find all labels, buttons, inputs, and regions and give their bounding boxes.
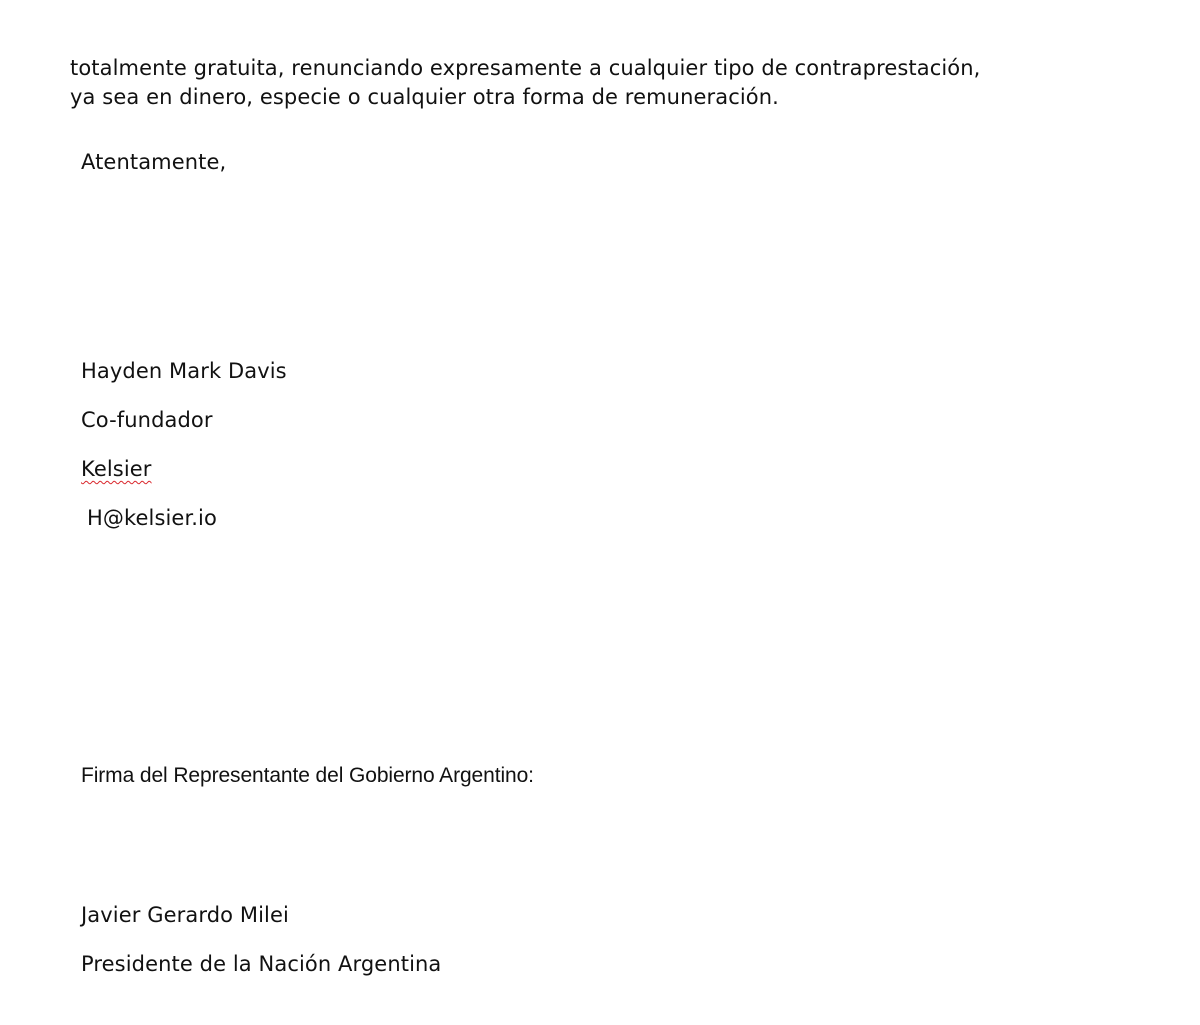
- body-text-line-2: ya sea en dinero, especie o cualquier otra forma de remuneración.: [70, 85, 779, 109]
- signatory-company: [81, 455, 152, 483]
- signatory-role: Co-fundador: [81, 408, 213, 432]
- signatory-name: Hayden Mark Davis: [81, 359, 287, 383]
- government-signatory-name: Javier Gerardo Milei: [81, 903, 289, 927]
- signatory-email: H@kelsier.io: [87, 506, 217, 530]
- government-signature-label: Firma del Representante del Gobierno Argentino:: [81, 764, 534, 787]
- spellcheck-flagged-word: Kelsier: [81, 457, 152, 481]
- body-text-line-1: totalmente gratuita, renunciando expresamente a cualquier tipo de contraprestación,: [70, 56, 981, 80]
- closing-salutation: Atentamente,: [81, 150, 227, 174]
- government-signatory-role: Presidente de la Nación Argentina: [81, 952, 442, 976]
